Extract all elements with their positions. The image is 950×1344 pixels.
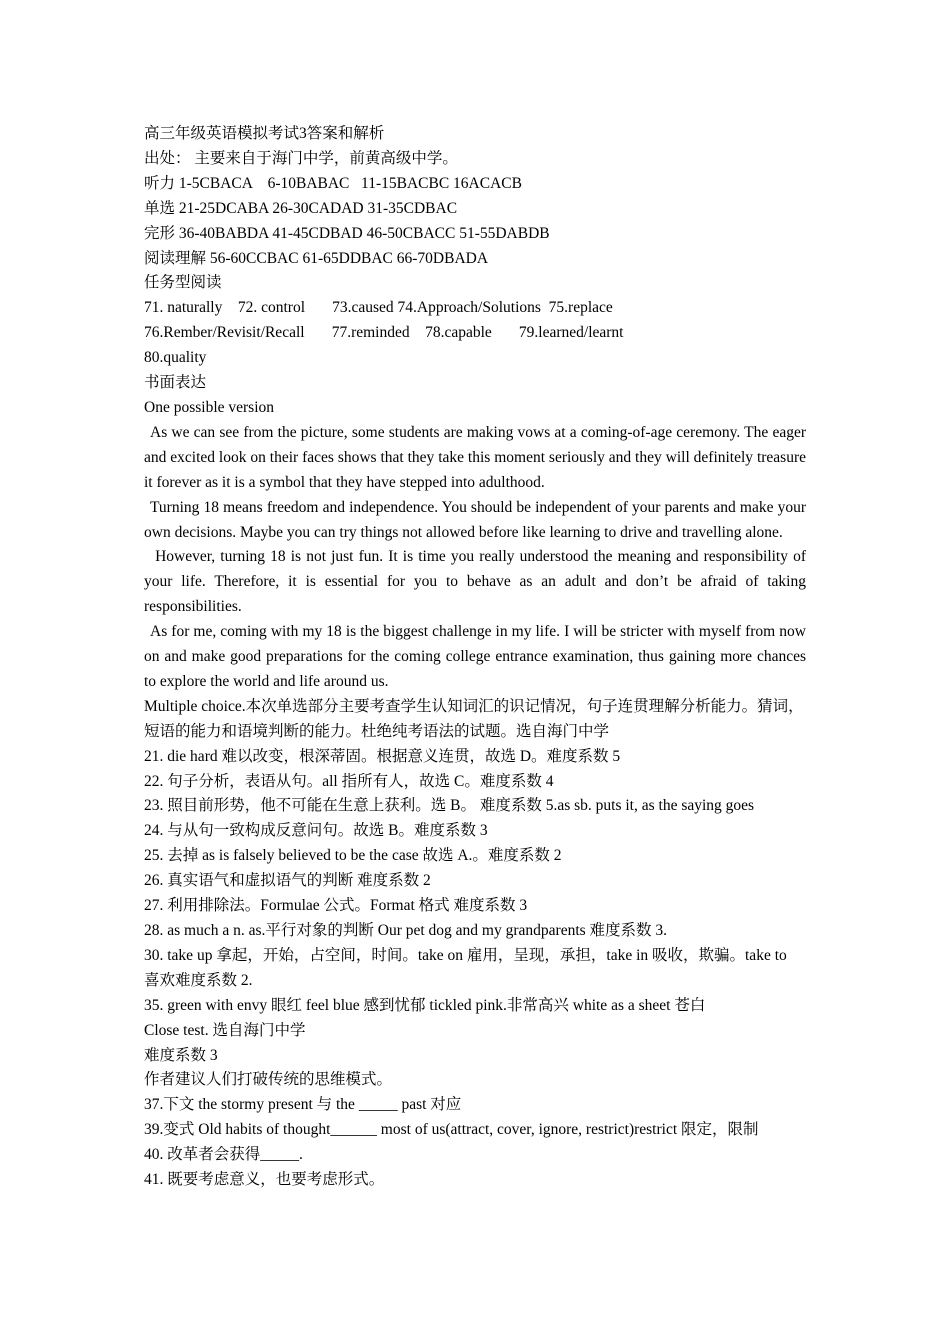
single-choice-answers: 单选 21-25DCABA 26-30CADAD 31-35CDBAC <box>144 199 458 217</box>
note-item: 28. as much a n. as.平行对象的判断 Our pet dog and my grandparents 难度系数 3. <box>144 922 668 939</box>
cloze-note: 37.下文 the stormy present 与 the _____ past 对应 <box>144 1096 462 1114</box>
cloze-answers: 完形 36-40BABDA 41-45CDBAD 46-50CBACC 51-55DABDB <box>144 224 550 242</box>
note-item: 35. green with envy 眼红 feel blue 感到忧郁 tickled pink.非常高兴 white as a sheet 苍白 <box>144 996 706 1014</box>
note-item: 23. 照目前形势，他不可能在生意上获利。选 B。 难度系数 5.as sb. puts it, as the saying goes <box>144 797 755 815</box>
cloze-note: 41. 既要考虑意义，也要考虑形式。 <box>144 1171 385 1189</box>
difficulty-line: 难度系数 3 <box>144 1046 218 1064</box>
close-test-heading: Close test. 选自海门中学 <box>144 1021 306 1039</box>
note-item: 24. 与从句一致构成反意问句。故选 B。难度系数 3 <box>144 822 488 840</box>
essay-paragraph: As we can see from the picture, some students are making vows at a coming-of-age ceremony. The eager and excited look on their faces shows that they take this moment seriously and they will definitely treasure it forever as it is a symbol that they have stepped into adulthood. <box>144 423 806 491</box>
note-item: 26. 真实语气和虚拟语气的判断 难度系数 2 <box>144 872 431 890</box>
listening-answers: 听力 1-5CBACA 6-10BABAC 11-15BACBC 16ACACB <box>144 174 522 192</box>
author-note: 作者建议人们打破传统的思维模式。 <box>144 1071 393 1089</box>
task-reading-answers-2: 76.Rember/Revisit/Recall 77.reminded 78.capable 79.learned/learnt <box>144 324 624 342</box>
writing-heading: 书面表达 <box>144 374 207 392</box>
reading-answers: 阅读理解 56-60CCBAC 61-65DDBAC 66-70DBADA <box>144 249 489 267</box>
note-item: 27. 利用排除法。Formulae 公式。Format 格式 难度系数 3 <box>144 897 528 915</box>
essay-paragraph: Turning 18 means freedom and independence. You should be independent of your parents and make your own decisions. Maybe you can try things not allowed before like learning to drive and travelling alone. <box>144 498 806 541</box>
essay-paragraph: However, turning 18 is not just fun. It is time you really understood the meaning and responsibility of your life. Therefore, it is essential for you to behave as an adult and don’t be afraid of taking responsibilities. <box>144 548 810 616</box>
essay-paragraph: As for me, coming with my 18 is the biggest challenge in my life. I will be stricter with myself from now on and make good preparations for the coming college entrance examination, thus gaining more chances to explore the world and life around us. <box>144 623 806 690</box>
multiple-choice-intro: Multiple choice.本次单选部分主要考查学生认知词汇的识记情况，句子连贯理解分析能力。猜词，短语的能力和语境判断的能力。杜绝纯考语法的试题。选自海门中学 <box>144 697 804 740</box>
note-item: 22. 句子分析，表语从句。all 指所有人，故选 C。难度系数 4 <box>144 772 554 790</box>
note-item: 25. 去掉 as is falsely believed to be the case 故选 A.。难度系数 2 <box>144 847 562 865</box>
document-page <box>144 122 810 1193</box>
task-reading-answers-1: 71. naturally 72. control 73.caused 74.Approach/Solutions 75.replace <box>144 299 613 317</box>
note-item: 21. die hard 难以改变，根深蒂固。根据意义连贯，故选 D。难度系数 5 <box>144 747 621 765</box>
document-title: 高三年级英语模拟考试3答案和解析 <box>144 125 385 142</box>
cloze-note: 39.变式 Old habits of thought______ most of us(attract, cover, ignore, restrict)restrict 限定，限制 <box>144 1121 759 1139</box>
source-line: 出处： 主要来自于海门中学，前黄高级中学。 <box>144 149 458 167</box>
task-reading-answers-3: 80.quality <box>144 349 207 367</box>
note-item: 30. take up 拿起，开始，占空间，时间。take on 雇用，呈现，承担，take in 吸收，欺骗。take to 喜欢难度系数 2. <box>144 946 787 989</box>
task-reading-heading: 任务型阅读 <box>144 274 222 292</box>
version-label: One possible version <box>144 398 275 416</box>
cloze-note: 40. 改革者会获得_____. <box>144 1146 303 1164</box>
